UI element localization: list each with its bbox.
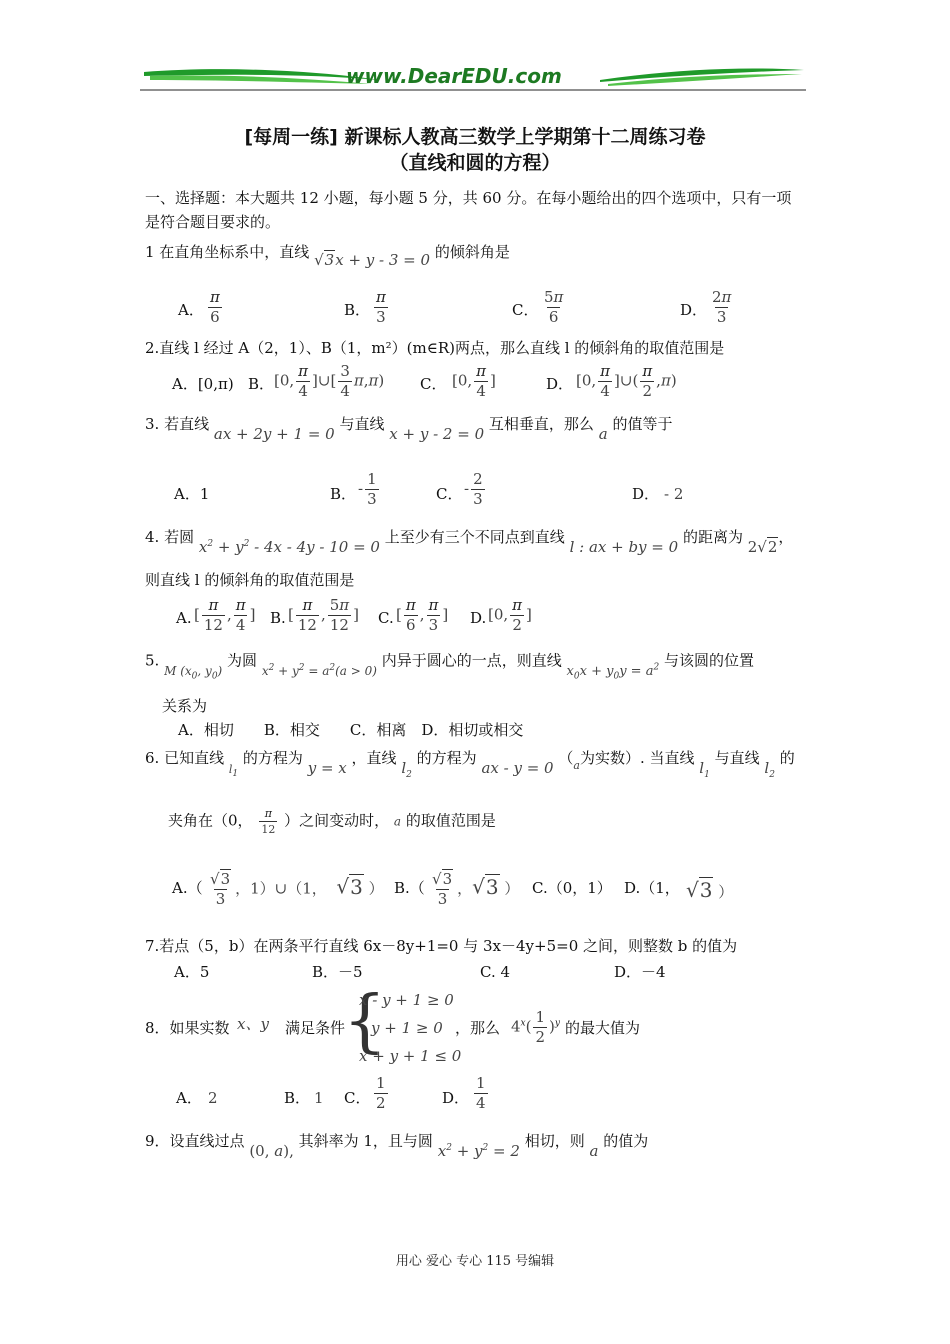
q3-stem-c: 互相垂直，那么 (488, 415, 594, 433)
section-instructions-line2: 是符合题目要求的。 (145, 213, 281, 231)
q4-options (176, 598, 556, 642)
question-8 (145, 982, 805, 1070)
q4-stem-c: 的距离为 (682, 528, 743, 546)
q3-line2-equation: x + y - 2 = 0 (389, 425, 485, 443)
q4-opt-c-value: [ $\frac{\pi}{6}$ , $\frac{\pi}{3}$ ] (396, 596, 449, 634)
q3-line1-equation: ax + 2y + 1 = 0 (213, 425, 335, 443)
q6-stem-d: 的方程为 (416, 749, 477, 767)
q6-opt-d: D.（1， (624, 879, 680, 897)
q3-stem-d: 的值等于 (612, 415, 673, 433)
q6-stem-b: 的方程为 (242, 749, 303, 767)
q4-stem-b: 上至少有三个不同点到直线 (384, 528, 565, 546)
q8-constraint-3: x + y + 1 ≤ 0 (359, 1047, 462, 1065)
q1-opt-b-value: $\frac{\pi}{3}$ (376, 288, 386, 326)
q1-opt-c: C． (512, 301, 539, 319)
q4-opt-c: C. (378, 609, 394, 627)
q6-opt-a-value: $\frac{√3}{3}$ ，1）∪（1， √3 ） (210, 870, 384, 908)
q9-point: (0, a), (249, 1142, 294, 1160)
q4-stem-line2: 则直线 l 的倾斜角的取值范围是 (145, 571, 355, 589)
q5-circle-equation: x2 + y2 = a2(a > 0) (261, 663, 377, 679)
q6-opt-d-value: √3 ） (686, 878, 734, 902)
question-5 (145, 648, 754, 682)
q6-l1-ref: $l_1$ (699, 759, 710, 780)
q9-stem-d: 的值为 (603, 1132, 649, 1150)
q1-opt-b: B． (344, 301, 371, 319)
q4-opt-a: A. (176, 609, 192, 627)
question-4: 4. 若圆 $x^2 + y^2 - 4x - 4y - 10 = 0$ 上至少有三个不同点到直线 l : ax + by = 0 的距离为 2√2， (145, 528, 794, 556)
q6-stem-e: （ (558, 749, 574, 767)
q3-opt-d-value: - 2 (664, 485, 684, 503)
q6-opt-c: C.（0，1） (532, 879, 612, 897)
q3-opt-c: C． (436, 485, 463, 503)
page-footer: 用心 爱心 专心 115 号编辑 (395, 1254, 555, 1269)
q3-options (174, 472, 734, 516)
q1-opt-c-value: $\frac{5\pi}{6}$ (544, 288, 564, 326)
q3-opt-d: D． (632, 485, 660, 503)
q5-stem-b: 内异于圆心的一点，则直线 (381, 651, 562, 670)
q2-opt-d-value: [0, $\frac{\pi}{4}$ ]∪( $\frac{\pi}{2}$ ,π) (576, 362, 677, 400)
q6-stem-f: 为实数）. 当直线 (579, 749, 695, 767)
q7-opt-d: D．－4 (614, 963, 666, 981)
page-title: [每周一练] 新课标人教高三数学上学期第十二周练习卷 (244, 126, 706, 148)
q8-opt-b: B． (284, 1089, 311, 1107)
q4-distance: 2√2 (747, 538, 778, 556)
question-2: 2.直线 l 经过 A（2，1）、B（1，m²）(m∈R)两点，那么直线 l 的倾斜角的取值范围是 (145, 339, 725, 357)
q3-opt-a: A．1 (174, 485, 210, 503)
q2-opt-b: B． (248, 375, 275, 393)
q6-opt-b-value: $\frac{√3}{3}$ ，√3 ） (432, 870, 520, 908)
q6-l1-equation: y = x (307, 759, 347, 777)
q6-opt-a: A.（ (172, 879, 203, 897)
q6-stem-a: 6. 已知直线 (145, 749, 225, 767)
q8-stem-b: 满足条件 (285, 1019, 346, 1037)
page-subtitle: （直线和圆的方程） (389, 152, 561, 174)
logo-text: www.DearEDU.com (346, 64, 562, 88)
q5-stem-c: 与该圆的位置 (663, 651, 754, 670)
q1-stem-tail: 的倾斜角是 (434, 243, 510, 261)
question-3 (145, 414, 673, 443)
q6-stem-c: ，直线 (351, 749, 397, 767)
q4-circle-equation: $x^2 + y^2 - 4x - 4y - 10 = 0$ (198, 538, 380, 556)
q3-opt-b: B． (330, 485, 357, 503)
q6-opt-b: B.（ (394, 879, 425, 897)
question-1 (145, 242, 510, 269)
q1-options (178, 290, 778, 334)
q1-opt-a-value: $\frac{\pi}{6}$ (210, 288, 220, 326)
q6-angle: $\frac{\pi}{12}$ (261, 807, 276, 836)
q7-options (174, 962, 734, 984)
q5-line-equation: $x_0x + y_0y = a^2$ (566, 663, 660, 682)
q8-opt-a-value: 2 (208, 1089, 218, 1107)
q2-opt-b-value: [0, $\frac{\pi}{4}$ ]∪[ $\frac{3}{4}$ π,π) (274, 362, 385, 400)
q1-opt-d: D． (680, 301, 708, 319)
q6-l2: $l_2$ (401, 759, 412, 780)
q1-opt-a: A． (178, 301, 204, 319)
q5-stem-a: 为圆 (227, 651, 258, 670)
q5-point: M (x0, y0) (164, 664, 223, 682)
q3-opt-c-value: - $\frac{2}{3}$ (464, 470, 483, 508)
question-7: 7.若点（5，b）在两条平行直线 6x－8y+1=0 与 3x－4y+5=0 之间，则整数 b 的值为 (145, 937, 738, 955)
header-logo (140, 62, 808, 94)
q5-stem-line2: 关系为 (162, 697, 208, 715)
question-9 (145, 1128, 649, 1160)
q4-opt-b: B. (270, 609, 286, 627)
q4-line-equation: l : ax + by = 0 (569, 538, 679, 556)
q3-stem-a: 3. 若直线 (145, 415, 210, 433)
q1-opt-d-value: $\frac{2\pi}{3}$ (712, 288, 732, 326)
q6-line2-c: 的取值范围是 (405, 811, 496, 830)
section-instructions-line1: 一、选择题：本大题共 12 小题，每小题 5 分，共 60 分。在每小题给出的四个选项中，只有一项 (145, 189, 792, 207)
q7-opt-a: A．5 (174, 963, 210, 981)
q6-l2-equation: ax - y = 0 (481, 759, 554, 777)
q8-stem-d: 的最大值为 (565, 1019, 641, 1037)
q4-opt-d-value: [0, $\frac{\pi}{2}$ ] (488, 596, 532, 634)
q3-stem-b: 与直线 (339, 415, 385, 433)
q8-opt-d-value: $\frac{1}{4}$ (476, 1074, 486, 1112)
q6-stem-line2: 夹角在（0， $\frac{\pi}{12}$ ）之间变动时， a 的取值范围是 (168, 807, 496, 836)
q8-opt-d: D． (442, 1089, 470, 1107)
q7-opt-c: C. 4 (480, 963, 511, 981)
q9-var-a: a (589, 1142, 599, 1160)
q3-opt-b-value: - $\frac{1}{3}$ (358, 470, 377, 508)
q8-opt-c-value: $\frac{1}{2}$ (376, 1074, 386, 1112)
q5-num: 5. (145, 651, 160, 670)
q6-stem-h: 的 (779, 749, 795, 767)
q5-options: A．相切 B．相交 C．相离 D．相切或相交 (178, 721, 524, 739)
q4-opt-d: D. (470, 609, 487, 627)
q8-vars: x、y (237, 1015, 269, 1033)
q8-expression: 4$^x$( $\frac{1}{2}$ )$^y$ (511, 1008, 560, 1046)
q1-stem: 1 在直角坐标系中，直线 (145, 243, 310, 261)
q8-opt-b-value: 1 (314, 1089, 324, 1107)
q8-brace: { (343, 982, 387, 1061)
q6-l2-ref: $l_2$ (764, 759, 775, 780)
q8-opt-c: C． (344, 1089, 371, 1107)
q8-stem-c: ，那么 (455, 1019, 501, 1037)
q8-constraint-1: x - y + 1 ≥ 0 (359, 991, 454, 1009)
q7-opt-b: B．－5 (312, 963, 363, 981)
q8-opt-a: A． (176, 1089, 202, 1107)
q9-stem-c: 相切，则 (524, 1132, 585, 1150)
q8-options (176, 1076, 536, 1124)
q6-line2-b: ）之间变动时， (284, 811, 390, 830)
q1-equation: √3x + y - 3 = 0 (314, 251, 431, 269)
q6-l1: l1 (228, 763, 239, 780)
q8-constraint-2: y + 1 ≥ 0 (371, 1019, 443, 1037)
q6-line2-a: 夹角在（0， (168, 811, 253, 830)
q9-circle-equation: $x^2 + y^2 = 2$ (437, 1142, 520, 1160)
question-6: 6. 已知直线 $_{l_1}$ 的方程为 y = x ，直线 $l_2$ 的方程为 ax - y = 0 （$_a$为实数）. 当直线 $l_1$ 与直线 $l_2$ 的 (145, 749, 795, 780)
q6-stem-g: 与直线 (714, 749, 760, 767)
q2-opt-c-value: [0, $\frac{\pi}{4}$ ] (452, 362, 496, 400)
q2-options (172, 364, 812, 408)
q6-options (172, 870, 772, 922)
q4-opt-a-value: [ $\frac{\pi}{12}$ , $\frac{\pi}{4}$ ] (194, 596, 256, 634)
q2-opt-a: A．[0,π) (172, 375, 234, 393)
q3-var-a: a (598, 425, 608, 443)
q4-opt-b-value: [ $\frac{\pi}{12}$ , $\frac{5\pi}{12}$ ] (288, 596, 359, 634)
q2-opt-d: D． (546, 375, 574, 393)
q4-stem-a: 4. 若圆 (145, 528, 195, 546)
q8-stem-a: 8．如果实数 (145, 1019, 230, 1037)
q2-opt-c: C． (420, 375, 447, 393)
q9-stem-b: 其斜率为 1，且与圆 (298, 1132, 433, 1150)
q9-stem-a: 9．设直线过点 (145, 1132, 245, 1150)
